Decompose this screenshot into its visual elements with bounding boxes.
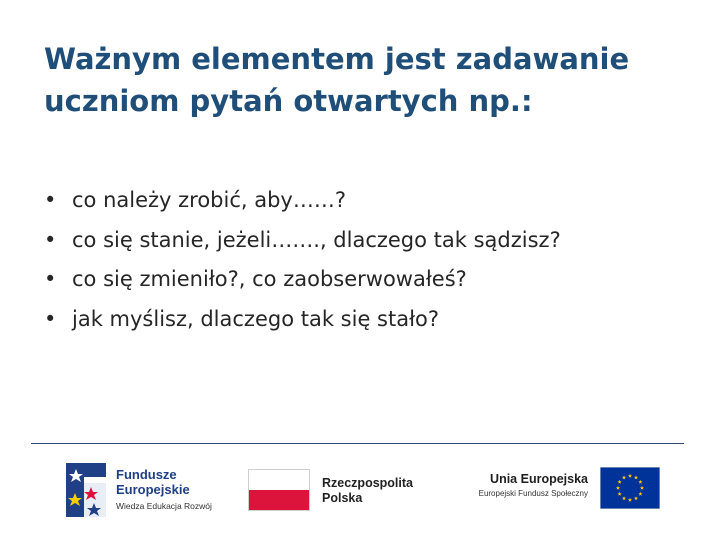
fe-subtitle: Wiedza Edukacja Rozwój [116,501,212,511]
slide-title-line-1: Ważnym elementem jest zadawanie [44,42,630,76]
eu-flag-icon [600,467,660,509]
pl-text-block [322,476,413,506]
slide-title [44,38,684,122]
bullet-item [44,221,684,261]
pl-name-line-2: Polska [322,491,363,505]
bullet-point-icon: • [44,306,57,331]
bullet-item [44,260,684,300]
fundusze-europejskie-logo [66,461,226,521]
pl-name-line-1: Rzeczpospolita [322,476,413,490]
rzeczpospolita-polska-logo [248,469,433,517]
bullet-item [44,300,684,340]
eu-name: Unia Europejska [490,472,588,486]
bullet-text: jak myślisz, dlaczego tak się stało? [72,306,440,331]
footer-divider [31,443,684,444]
bullet-point-icon: • [44,227,57,252]
bullet-text: co należy zrobić, aby……? [72,188,347,212]
bullet-text: co się zmieniło?, co zaobserwowałeś? [72,267,467,291]
fe-emblem-icon [66,463,106,517]
unia-europejska-logo [460,467,665,513]
bullet-point-icon: • [44,188,57,212]
eu-text-block [460,471,588,500]
fe-text-block [116,467,212,512]
fe-name-line-1: Fundusze [116,467,177,482]
polish-flag-icon [248,469,310,511]
slide-title-line-2: uczniom pytań otwartych np.: [44,84,533,118]
bullet-point-icon: • [44,267,57,291]
bullet-list [44,181,684,339]
fe-name-line-2: Europejskie [116,482,190,497]
eu-subtitle: Europejski Fundusz Społeczny [478,489,588,498]
footer-logo-bar [0,455,720,530]
bullet-text: co się stanie, jeżeli……., dlaczego tak sądzisz? [72,227,561,252]
bullet-item [44,181,684,221]
